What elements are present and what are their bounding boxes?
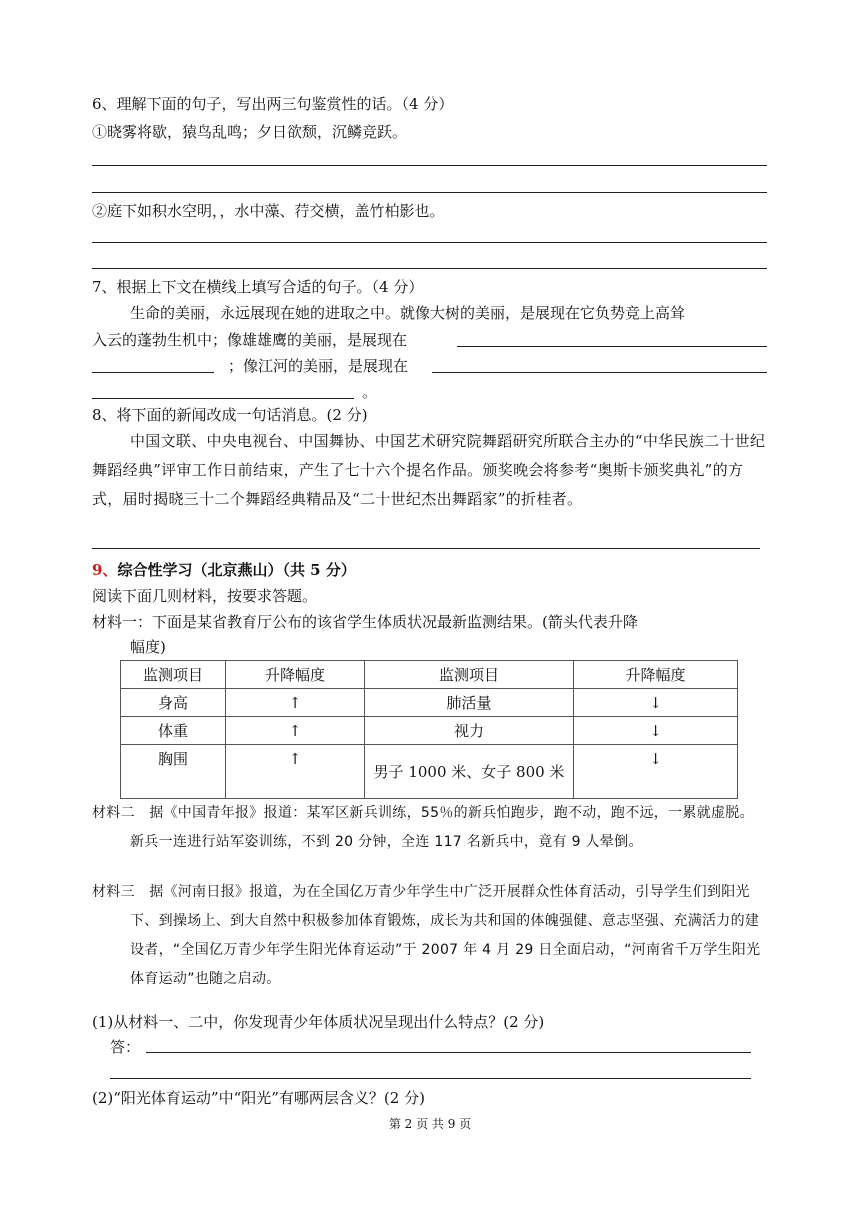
answer-line [92,192,767,193]
table-header: 监测项目 [365,661,574,689]
table-cell: 胸围 [121,745,226,799]
q6-title: 6、理解下面的句子，写出两三句鉴赏性的话。（4 分） [92,95,454,113]
monitoring-table [120,660,738,799]
table-cell: 体重 [121,717,226,745]
q9-sub-question-2: (2)“阳光体育运动”中“阳光”有哪两层含义？(2 分) [92,1089,425,1107]
q9-sub-question-1: (1)从材料一、二中，你发现青少年体质状况呈现出什么特点？(2 分) [92,1013,545,1031]
q8-title: 8、将下面的新闻改成一句话消息。(2 分) [92,406,368,424]
answer-line [92,165,767,166]
table-header: 监测项目 [121,661,226,689]
table-cell: 视力 [365,717,574,745]
table-cell: 肺活量 [365,689,574,717]
q7-text-1: 生命的美丽，永远展现在她的进取之中。就像大树的美丽，是展现在它负势竞上高耸 [130,304,686,322]
fill-blank-line [92,398,354,399]
material-2-text: 材料二 据《中国青年报》报道：某军区新兵训练，55％的新兵怕跑步，跑不动，跑不远，一累就虚脱。新兵一连进行站军姿训练，不到 20 分钟，全连 117 名新兵中，竟有 9 人晕倒。 [92,805,754,850]
table-cell: ↓ [574,717,738,745]
table-header: 升降幅度 [574,661,738,689]
table-header-row [121,661,738,689]
material-3-text: 材料三 据《河南日报》报道，为在全国亿万青少年学生中广泛开展群众性体育活动，引导学生们到阳光下、到操场上、到大自然中积极参加体育锻炼，成长为共和国的体魄强健、意志坚强、充满活力的建设者，“全国亿万青少年学生阳光体育运动”于 2007 年 4 月 29 日全面启动，“河南省千万学生阳光体育运动”也随之启动。 [92,884,761,987]
table-header: 升降幅度 [226,661,365,689]
q9-title: 综合性学习（北京燕山）（共 5 分） [117,561,356,579]
q9-heading [92,559,356,581]
fill-blank-line [432,372,767,373]
q7-text-4: 。 [362,383,378,401]
answer-line [92,242,767,243]
answer-line [92,548,760,549]
material-1-text: 材料一：下面是某省教育厅公布的该省学生体质状况最新监测结果。(箭头代表升降 [92,613,638,631]
q6-sentence-2: ②庭下如积水空明，，水中藻、荇交横，盖竹柏影也。 [92,202,445,220]
answer-label: 答： [110,1038,141,1056]
table-cell: ↓ [574,689,738,717]
table-row [121,689,738,717]
q7-text-3: ；像江河的美丽，是展现在 [228,357,409,375]
table-cell: ↑ [226,689,365,717]
q9-intro: 阅读下面几则材料，按要求答题。 [92,587,318,605]
q7-title: 7、根据上下文在横线上填写合适的句子。（4 分） [92,278,424,296]
q7-text-2: 入云的蓬勃生机中；像雄雄鹰的美丽，是展现在 [92,331,408,349]
table-cell: 身高 [121,689,226,717]
table-cell: ↑ [226,745,365,799]
table-row [121,745,738,799]
q6-sentence-1: ①晓雾将歇，猿鸟乱鸣；夕日欲颓，沉鳞竞跃。 [92,123,408,141]
q9-number: 9、 [92,561,118,579]
material-1-text-cont: 幅度) [130,638,166,656]
q8-news-body: 中国文联、中央电视台、中国舞协、中国艺术研究院舞蹈研究所联合主办的“中华民族二十世纪舞蹈经典”评审工作日前结束，产生了七十六个提名作品。颁奖晚会将参考“奥斯卡颁奖典礼”的方式，届时揭晓三十二个舞蹈经典精品及“二十世纪杰出舞蹈家”的折桂者。 [92,432,766,508]
answer-line [110,1078,751,1079]
table-cell: ↓ [574,745,738,799]
answer-line [92,268,767,269]
page-footer: 第 2 页 共 9 页 [388,1117,472,1131]
table-row [121,717,738,745]
fill-blank-line [457,346,767,347]
answer-line [146,1052,751,1053]
table-cell: ↑ [226,717,365,745]
table-cell: 男子 1000 米、女子 800 米 [365,745,574,799]
fill-blank-line [92,372,214,373]
